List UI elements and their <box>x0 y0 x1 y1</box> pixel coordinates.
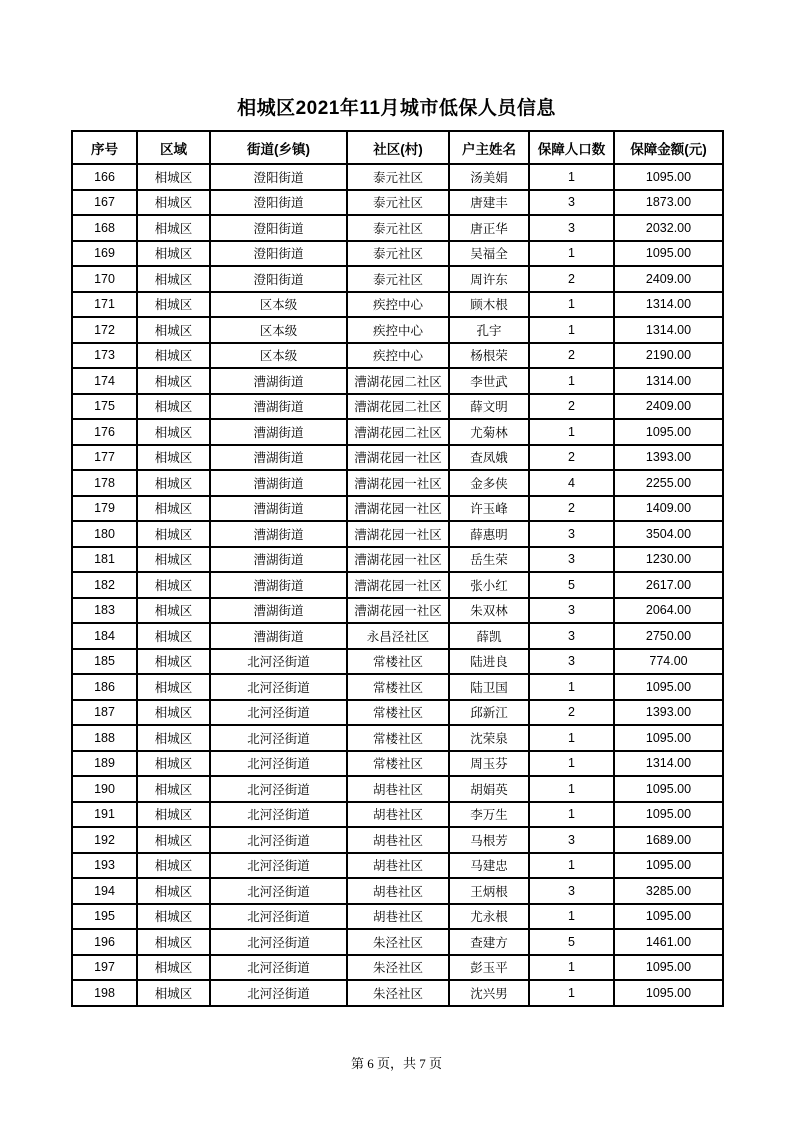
cell-name: 马根芳 <box>449 827 529 853</box>
cell-population: 2 <box>529 394 614 420</box>
cell-region: 相城区 <box>137 419 210 445</box>
table-row <box>72 521 723 547</box>
cell-region: 相城区 <box>137 674 210 700</box>
cell-region: 相城区 <box>137 343 210 369</box>
cell-region: 相城区 <box>137 317 210 343</box>
cell-index: 172 <box>72 317 137 343</box>
cell-street: 北河泾街道 <box>210 751 347 777</box>
table-row <box>72 394 723 420</box>
cell-index: 198 <box>72 980 137 1006</box>
cell-name: 陆进良 <box>449 649 529 675</box>
table-row <box>72 802 723 828</box>
cell-name: 马建忠 <box>449 853 529 879</box>
cell-amount: 1095.00 <box>614 853 723 879</box>
column-header-amount: 保障金额(元) <box>614 131 723 164</box>
cell-community: 疾控中心 <box>347 292 449 318</box>
cell-street: 北河泾街道 <box>210 802 347 828</box>
cell-population: 3 <box>529 649 614 675</box>
cell-population: 1 <box>529 368 614 394</box>
cell-community: 漕湖花园一社区 <box>347 445 449 471</box>
cell-index: 188 <box>72 725 137 751</box>
cell-name: 李万生 <box>449 802 529 828</box>
cell-population: 3 <box>529 623 614 649</box>
cell-amount: 1393.00 <box>614 445 723 471</box>
cell-street: 北河泾街道 <box>210 700 347 726</box>
cell-community: 漕湖花园二社区 <box>347 394 449 420</box>
cell-name: 薛凯 <box>449 623 529 649</box>
cell-population: 1 <box>529 674 614 700</box>
cell-community: 疾控中心 <box>347 343 449 369</box>
cell-index: 177 <box>72 445 137 471</box>
cell-index: 180 <box>72 521 137 547</box>
table-row <box>72 445 723 471</box>
cell-amount: 2190.00 <box>614 343 723 369</box>
table-body <box>72 164 723 1006</box>
cell-community: 漕湖花园一社区 <box>347 598 449 624</box>
cell-street: 北河泾街道 <box>210 904 347 930</box>
table-row <box>72 751 723 777</box>
cell-street: 漕湖街道 <box>210 419 347 445</box>
cell-name: 吴福全 <box>449 241 529 267</box>
table-row <box>72 496 723 522</box>
cell-name: 胡娟英 <box>449 776 529 802</box>
cell-name: 张小红 <box>449 572 529 598</box>
cell-index: 171 <box>72 292 137 318</box>
cell-amount: 1314.00 <box>614 368 723 394</box>
cell-population: 1 <box>529 317 614 343</box>
cell-street: 漕湖街道 <box>210 547 347 573</box>
cell-index: 169 <box>72 241 137 267</box>
cell-community: 胡巷社区 <box>347 802 449 828</box>
cell-community: 胡巷社区 <box>347 827 449 853</box>
cell-community: 泰元社区 <box>347 266 449 292</box>
cell-name: 陆卫国 <box>449 674 529 700</box>
cell-community: 漕湖花园一社区 <box>347 496 449 522</box>
cell-region: 相城区 <box>137 521 210 547</box>
cell-street: 北河泾街道 <box>210 929 347 955</box>
cell-region: 相城区 <box>137 572 210 598</box>
cell-name: 周许东 <box>449 266 529 292</box>
cell-region: 相城区 <box>137 700 210 726</box>
cell-community: 朱泾社区 <box>347 980 449 1006</box>
cell-population: 3 <box>529 598 614 624</box>
cell-street: 漕湖街道 <box>210 368 347 394</box>
cell-region: 相城区 <box>137 929 210 955</box>
cell-population: 1 <box>529 904 614 930</box>
cell-name: 薛文明 <box>449 394 529 420</box>
cell-amount: 1095.00 <box>614 419 723 445</box>
cell-index: 187 <box>72 700 137 726</box>
cell-name: 查凤娥 <box>449 445 529 471</box>
cell-index: 192 <box>72 827 137 853</box>
table-row <box>72 572 723 598</box>
cell-region: 相城区 <box>137 190 210 216</box>
cell-index: 168 <box>72 215 137 241</box>
cell-name: 李世武 <box>449 368 529 394</box>
cell-amount: 1095.00 <box>614 980 723 1006</box>
cell-street: 漕湖街道 <box>210 623 347 649</box>
cell-region: 相城区 <box>137 904 210 930</box>
cell-region: 相城区 <box>137 751 210 777</box>
cell-population: 2 <box>529 496 614 522</box>
cell-name: 尤菊林 <box>449 419 529 445</box>
cell-index: 183 <box>72 598 137 624</box>
table-header <box>72 131 723 164</box>
column-header-street: 街道(乡镇) <box>210 131 347 164</box>
cell-street: 漕湖街道 <box>210 470 347 496</box>
cell-region: 相城区 <box>137 980 210 1006</box>
cell-name: 孔宇 <box>449 317 529 343</box>
cell-community: 朱泾社区 <box>347 929 449 955</box>
cell-amount: 1095.00 <box>614 164 723 190</box>
column-header-region: 区域 <box>137 131 210 164</box>
cell-index: 174 <box>72 368 137 394</box>
cell-population: 4 <box>529 470 614 496</box>
cell-index: 193 <box>72 853 137 879</box>
column-header-community: 社区(村) <box>347 131 449 164</box>
cell-amount: 1461.00 <box>614 929 723 955</box>
cell-index: 170 <box>72 266 137 292</box>
table-header-row <box>72 131 723 164</box>
cell-index: 186 <box>72 674 137 700</box>
table-row <box>72 547 723 573</box>
cell-region: 相城区 <box>137 776 210 802</box>
cell-amount: 1873.00 <box>614 190 723 216</box>
cell-population: 1 <box>529 955 614 981</box>
table-row <box>72 980 723 1006</box>
cell-population: 1 <box>529 751 614 777</box>
cell-population: 1 <box>529 164 614 190</box>
cell-population: 1 <box>529 853 614 879</box>
cell-index: 197 <box>72 955 137 981</box>
table-row <box>72 598 723 624</box>
table-row <box>72 368 723 394</box>
cell-community: 漕湖花园一社区 <box>347 470 449 496</box>
cell-region: 相城区 <box>137 292 210 318</box>
cell-region: 相城区 <box>137 470 210 496</box>
cell-street: 澄阳街道 <box>210 164 347 190</box>
cell-community: 常楼社区 <box>347 674 449 700</box>
cell-community: 胡巷社区 <box>347 776 449 802</box>
table-row <box>72 623 723 649</box>
cell-region: 相城区 <box>137 266 210 292</box>
cell-street: 北河泾街道 <box>210 776 347 802</box>
cell-community: 漕湖花园一社区 <box>347 521 449 547</box>
cell-region: 相城区 <box>137 547 210 573</box>
page-number-footer: 第 6 页，共 7 页 <box>350 1056 442 1071</box>
cell-amount: 1095.00 <box>614 776 723 802</box>
cell-name: 岳生荣 <box>449 547 529 573</box>
cell-index: 181 <box>72 547 137 573</box>
cell-street: 漕湖街道 <box>210 521 347 547</box>
cell-population: 5 <box>529 929 614 955</box>
cell-index: 167 <box>72 190 137 216</box>
cell-street: 区本级 <box>210 317 347 343</box>
table-row <box>72 215 723 241</box>
table-row <box>72 419 723 445</box>
cell-name: 周玉芬 <box>449 751 529 777</box>
cell-population: 2 <box>529 445 614 471</box>
cell-community: 胡巷社区 <box>347 878 449 904</box>
cell-amount: 1095.00 <box>614 725 723 751</box>
cell-street: 漕湖街道 <box>210 572 347 598</box>
table-row <box>72 700 723 726</box>
cell-amount: 1393.00 <box>614 700 723 726</box>
cell-index: 195 <box>72 904 137 930</box>
cell-community: 泰元社区 <box>347 164 449 190</box>
cell-region: 相城区 <box>137 394 210 420</box>
cell-community: 漕湖花园二社区 <box>347 419 449 445</box>
cell-name: 沈荣泉 <box>449 725 529 751</box>
cell-amount: 2617.00 <box>614 572 723 598</box>
cell-community: 常楼社区 <box>347 725 449 751</box>
cell-index: 166 <box>72 164 137 190</box>
cell-amount: 1095.00 <box>614 802 723 828</box>
cell-region: 相城区 <box>137 598 210 624</box>
cell-amount: 2409.00 <box>614 394 723 420</box>
cell-amount: 2750.00 <box>614 623 723 649</box>
cell-population: 1 <box>529 980 614 1006</box>
cell-population: 2 <box>529 700 614 726</box>
cell-region: 相城区 <box>137 623 210 649</box>
cell-region: 相城区 <box>137 368 210 394</box>
cell-amount: 3285.00 <box>614 878 723 904</box>
table-row <box>72 241 723 267</box>
table-row <box>72 292 723 318</box>
cell-name: 彭玉平 <box>449 955 529 981</box>
cell-name: 沈兴男 <box>449 980 529 1006</box>
cell-index: 178 <box>72 470 137 496</box>
cell-community: 胡巷社区 <box>347 904 449 930</box>
cell-name: 王炳根 <box>449 878 529 904</box>
table-row <box>72 190 723 216</box>
cell-index: 173 <box>72 343 137 369</box>
cell-index: 185 <box>72 649 137 675</box>
cell-amount: 1689.00 <box>614 827 723 853</box>
cell-name: 邱新江 <box>449 700 529 726</box>
cell-index: 189 <box>72 751 137 777</box>
cell-region: 相城区 <box>137 853 210 879</box>
cell-population: 3 <box>529 827 614 853</box>
cell-street: 北河泾街道 <box>210 980 347 1006</box>
cell-community: 泰元社区 <box>347 190 449 216</box>
cell-region: 相城区 <box>137 955 210 981</box>
cell-community: 常楼社区 <box>347 649 449 675</box>
cell-population: 1 <box>529 725 614 751</box>
cell-name: 金多侠 <box>449 470 529 496</box>
cell-amount: 3504.00 <box>614 521 723 547</box>
cell-population: 1 <box>529 292 614 318</box>
cell-region: 相城区 <box>137 241 210 267</box>
cell-name: 杨根荣 <box>449 343 529 369</box>
cell-index: 176 <box>72 419 137 445</box>
cell-street: 北河泾街道 <box>210 725 347 751</box>
cell-community: 漕湖花园一社区 <box>347 547 449 573</box>
cell-region: 相城区 <box>137 725 210 751</box>
page-title: 相城区2021年11月城市低保人员信息 <box>237 98 556 119</box>
cell-population: 2 <box>529 343 614 369</box>
cell-name: 薛惠明 <box>449 521 529 547</box>
cell-region: 相城区 <box>137 445 210 471</box>
table-row <box>72 725 723 751</box>
cell-name: 朱双林 <box>449 598 529 624</box>
cell-index: 194 <box>72 878 137 904</box>
cell-name: 尤永根 <box>449 904 529 930</box>
table-row <box>72 904 723 930</box>
cell-region: 相城区 <box>137 649 210 675</box>
cell-amount: 1409.00 <box>614 496 723 522</box>
cell-index: 184 <box>72 623 137 649</box>
cell-community: 胡巷社区 <box>347 853 449 879</box>
cell-population: 3 <box>529 215 614 241</box>
column-header-population: 保障人口数 <box>529 131 614 164</box>
cell-amount: 2032.00 <box>614 215 723 241</box>
cell-community: 朱泾社区 <box>347 955 449 981</box>
table-row <box>72 878 723 904</box>
cell-index: 175 <box>72 394 137 420</box>
cell-amount: 1314.00 <box>614 317 723 343</box>
cell-street: 区本级 <box>210 343 347 369</box>
cell-street: 北河泾街道 <box>210 827 347 853</box>
cell-population: 1 <box>529 419 614 445</box>
cell-region: 相城区 <box>137 215 210 241</box>
cell-street: 澄阳街道 <box>210 266 347 292</box>
cell-name: 汤美娟 <box>449 164 529 190</box>
table-row <box>72 317 723 343</box>
cell-name: 查建方 <box>449 929 529 955</box>
cell-amount: 2409.00 <box>614 266 723 292</box>
cell-street: 漕湖街道 <box>210 598 347 624</box>
cell-amount: 774.00 <box>614 649 723 675</box>
cell-region: 相城区 <box>137 827 210 853</box>
cell-street: 北河泾街道 <box>210 955 347 981</box>
column-header-index: 序号 <box>72 131 137 164</box>
cell-name: 顾木根 <box>449 292 529 318</box>
cell-street: 澄阳街道 <box>210 241 347 267</box>
cell-region: 相城区 <box>137 802 210 828</box>
cell-amount: 2064.00 <box>614 598 723 624</box>
cell-population: 1 <box>529 802 614 828</box>
cell-name: 唐正华 <box>449 215 529 241</box>
table-row <box>72 164 723 190</box>
cell-street: 北河泾街道 <box>210 674 347 700</box>
table-row <box>72 343 723 369</box>
cell-population: 2 <box>529 266 614 292</box>
cell-index: 190 <box>72 776 137 802</box>
cell-street: 区本级 <box>210 292 347 318</box>
cell-street: 北河泾街道 <box>210 649 347 675</box>
cell-region: 相城区 <box>137 878 210 904</box>
cell-population: 3 <box>529 521 614 547</box>
cell-population: 5 <box>529 572 614 598</box>
cell-street: 漕湖街道 <box>210 496 347 522</box>
cell-population: 1 <box>529 241 614 267</box>
cell-community: 泰元社区 <box>347 215 449 241</box>
cell-index: 182 <box>72 572 137 598</box>
table-row <box>72 853 723 879</box>
cell-index: 179 <box>72 496 137 522</box>
benefit-table <box>71 130 724 1007</box>
cell-street: 漕湖街道 <box>210 445 347 471</box>
table-row <box>72 674 723 700</box>
cell-amount: 1095.00 <box>614 674 723 700</box>
table-row <box>72 776 723 802</box>
cell-amount: 1314.00 <box>614 751 723 777</box>
cell-population: 3 <box>529 878 614 904</box>
cell-street: 北河泾街道 <box>210 853 347 879</box>
cell-street: 漕湖街道 <box>210 394 347 420</box>
cell-street: 澄阳街道 <box>210 190 347 216</box>
cell-amount: 1314.00 <box>614 292 723 318</box>
cell-community: 疾控中心 <box>347 317 449 343</box>
cell-region: 相城区 <box>137 164 210 190</box>
cell-name: 许玉峰 <box>449 496 529 522</box>
table-row <box>72 470 723 496</box>
table-row <box>72 827 723 853</box>
cell-population: 3 <box>529 190 614 216</box>
cell-street: 澄阳街道 <box>210 215 347 241</box>
cell-amount: 1095.00 <box>614 241 723 267</box>
cell-name: 唐建丰 <box>449 190 529 216</box>
cell-street: 北河泾街道 <box>210 878 347 904</box>
cell-community: 泰元社区 <box>347 241 449 267</box>
cell-community: 常楼社区 <box>347 700 449 726</box>
table-row <box>72 266 723 292</box>
table-row <box>72 649 723 675</box>
cell-index: 196 <box>72 929 137 955</box>
cell-community: 漕湖花园一社区 <box>347 572 449 598</box>
cell-population: 3 <box>529 547 614 573</box>
table-row <box>72 929 723 955</box>
cell-population: 1 <box>529 776 614 802</box>
cell-amount: 1230.00 <box>614 547 723 573</box>
column-header-name: 户主姓名 <box>449 131 529 164</box>
table-row <box>72 955 723 981</box>
cell-community: 永昌泾社区 <box>347 623 449 649</box>
cell-amount: 1095.00 <box>614 955 723 981</box>
cell-amount: 2255.00 <box>614 470 723 496</box>
cell-community: 常楼社区 <box>347 751 449 777</box>
cell-index: 191 <box>72 802 137 828</box>
cell-region: 相城区 <box>137 496 210 522</box>
cell-amount: 1095.00 <box>614 904 723 930</box>
cell-community: 漕湖花园二社区 <box>347 368 449 394</box>
